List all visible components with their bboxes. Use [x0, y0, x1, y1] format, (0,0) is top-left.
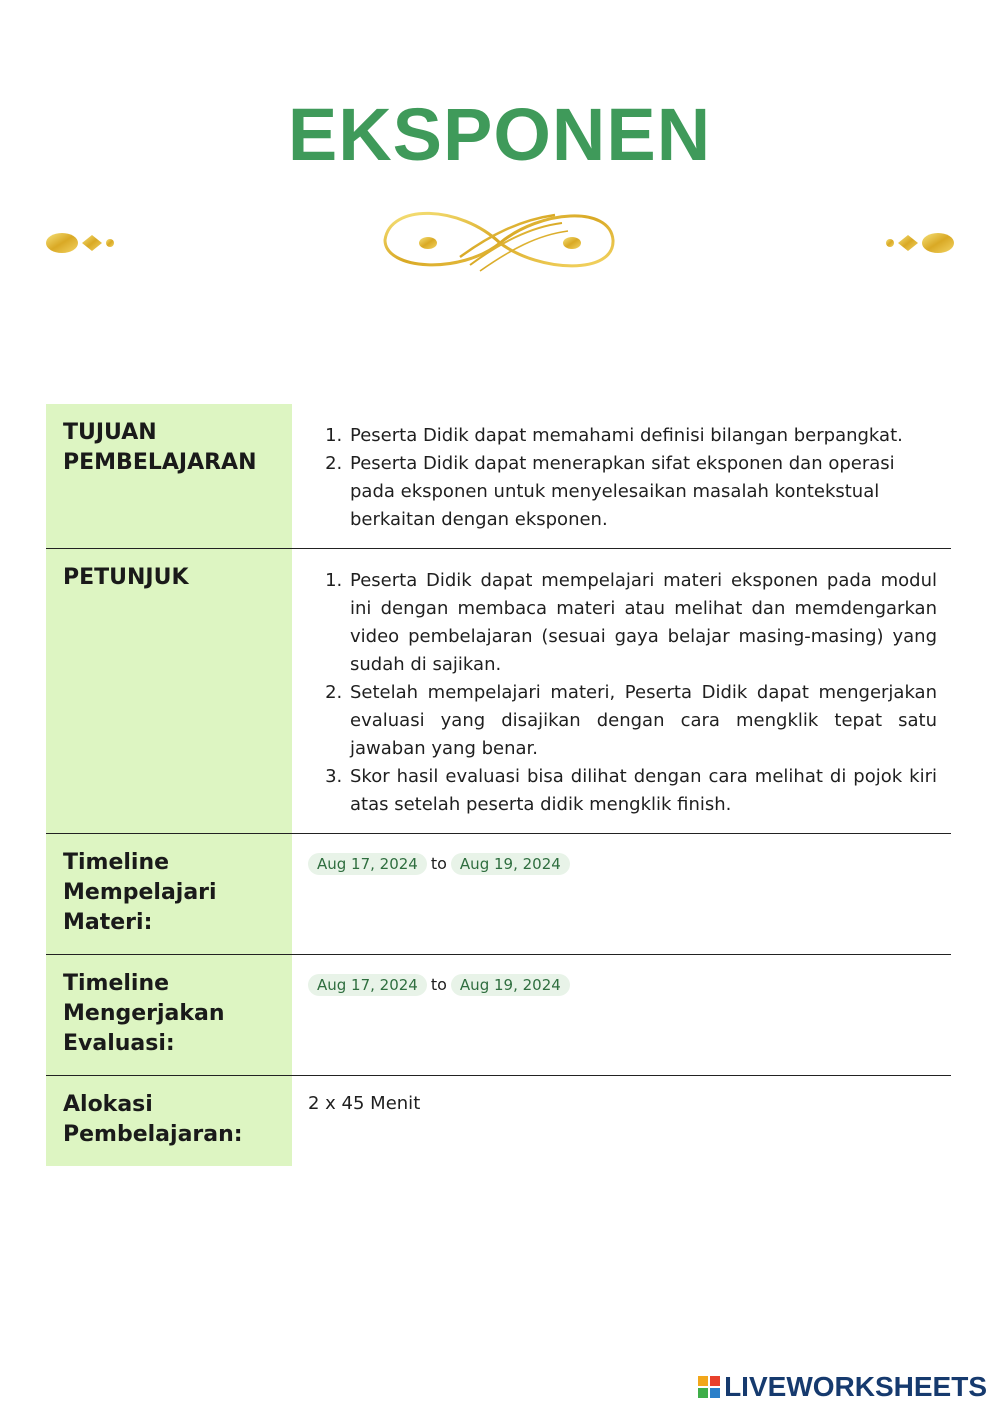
- gold-divider-ornament: [40, 195, 960, 285]
- label-alokasi: Alokasi Pembelajaran:: [46, 1076, 292, 1166]
- date-end-pill: Aug 19, 2024: [451, 853, 570, 875]
- date-end-pill: Aug 19, 2024: [451, 974, 570, 996]
- label-timeline-evaluasi: Timeline Mengerjakan Evaluasi:: [46, 955, 292, 1075]
- label-timeline-materi: Timeline Mempelajari Materi:: [46, 834, 292, 954]
- content-alokasi: [292, 1076, 951, 1166]
- list-item: 2. Setelah mempelajari materi, Peserta Didik dapat mengerjakan evaluasi yang disajikan dengan cara mengklik tepat satu jawaban yang benar.: [348, 679, 937, 763]
- tujuan-list: [308, 422, 937, 534]
- logo-mark-icon: [698, 1376, 720, 1398]
- content-timeline-materi: [292, 834, 951, 954]
- list-item: 1. Peserta Didik dapat mempelajari materi eksponen pada modul ini dengan membaca materi atau melihat dan memdengarkan video pembelajaran (sesuai gaya belajar masing-masing) yang sudah di sajikan.: [348, 567, 937, 679]
- brand-name: LIVEWORKSHEETS: [724, 1371, 987, 1402]
- list-item: 1. Peserta Didik dapat memahami definisi bilangan berpangkat.: [348, 422, 937, 450]
- row-tujuan: [46, 404, 951, 549]
- date-start-pill: Aug 17, 2024: [308, 853, 427, 875]
- content-tujuan: [292, 404, 951, 548]
- label-tujuan: TUJUAN PEMBELAJARAN: [46, 404, 292, 548]
- info-table: [46, 404, 951, 1166]
- date-start-pill: Aug 17, 2024: [308, 974, 427, 996]
- alokasi-value: 2 x 45 Menit: [308, 1093, 421, 1114]
- page-title: EKSPONEN: [287, 93, 712, 176]
- label-petunjuk: PETUNJUK: [46, 549, 292, 833]
- content-timeline-evaluasi: [292, 955, 951, 1075]
- petunjuk-list: [308, 567, 937, 819]
- liveworksheets-logo: [698, 1371, 987, 1403]
- row-alokasi: [46, 1076, 951, 1166]
- date-connector: to: [430, 854, 447, 873]
- row-timeline-materi: [46, 834, 951, 955]
- list-item: 2. Peserta Didik dapat menerapkan sifat eksponen dan operasi pada eksponen untuk menyelesaikan masalah kontekstual berkaitan dengan eksponen.: [348, 450, 937, 534]
- date-connector: to: [430, 975, 447, 994]
- row-timeline-evaluasi: [46, 955, 951, 1076]
- list-item: 3. Skor hasil evaluasi bisa dilihat dengan cara melihat di pojok kiri atas setelah peserta didik mengklik finish.: [348, 763, 937, 819]
- row-petunjuk: [46, 549, 951, 834]
- content-petunjuk: [292, 549, 951, 833]
